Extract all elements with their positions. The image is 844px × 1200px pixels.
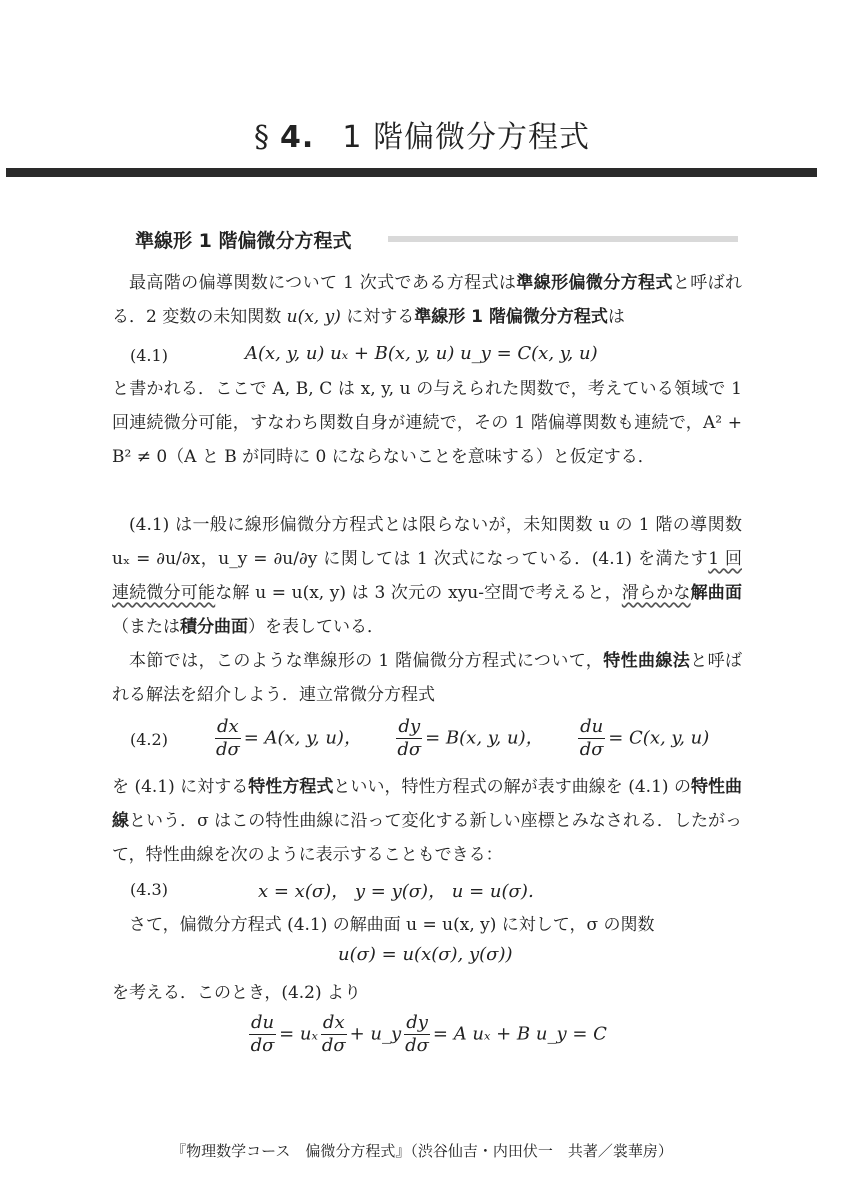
title-bar xyxy=(6,168,817,177)
p1-term-quasilinear-first-order: 準線形 1 階偏微分方程式 xyxy=(414,307,608,327)
eq41-number: (4.1) xyxy=(130,346,168,365)
section-heading: 準線形 1 階偏微分方程式 xyxy=(135,230,352,252)
eq42-rhs1: = A(x, y, u)， xyxy=(243,727,362,749)
p3-text-a: (4.1) は一般に線形偏微分方程式とは限らないが，未知関数 u の 1 階の導関数 uₓ = ∂u/∂x，u_y = ∂u/∂y に関しては 1 次式になっている．(4.1) を満たす xyxy=(112,515,742,569)
frac-den: dσ xyxy=(405,1035,429,1056)
paragraph-6: さて，偏微分方程式 (4.1) の解曲面 u = u(x, y) に対して，σ の関数 xyxy=(129,915,655,935)
p3-text-b: な解 u = u(x, y) は 3 次元の xyu-空間で考えると， xyxy=(215,583,622,603)
frac-num-dy: dy xyxy=(398,716,421,737)
paragraph-4 xyxy=(112,644,742,712)
p3-term-solution-surface: 解曲面 xyxy=(690,583,743,603)
p1-text-c: と呼ばれる．2 変数の未知関数 xyxy=(112,273,743,327)
frac-den: dσ xyxy=(215,739,240,760)
chapter-number: 4. xyxy=(280,120,315,155)
p1-term-quasilinear: 準線形偏微分方程式 xyxy=(516,273,673,293)
eq-final-mid2: + u_y xyxy=(349,1023,402,1045)
p1-text-a: 最高階の偏導関数について 1 次式である方程式は xyxy=(129,273,517,293)
frac-num-dx: dx xyxy=(322,1012,345,1033)
p5-term-characteristic-equation: 特性方程式 xyxy=(248,777,334,797)
eq43-number: (4.3) xyxy=(130,880,168,899)
equation-chain xyxy=(246,1012,607,1057)
frac-den: dσ xyxy=(397,739,422,760)
p5-text-a: を (4.1) に対する xyxy=(112,777,249,797)
equation-u-sigma xyxy=(338,944,513,965)
eq42-rhs2: = B(x, y, u)， xyxy=(425,727,544,749)
paragraph-5 xyxy=(112,770,742,872)
section-rule xyxy=(388,236,738,242)
section-mark: § xyxy=(254,120,271,155)
frac-num-dy: dy xyxy=(406,1012,428,1033)
p5-text-e: という．σ はこの特性曲線に沿って変化する新しい座標とみなされる．したがって，特性曲線を次のように表示することもできる： xyxy=(112,811,742,865)
eq-u-sigma-body: u(σ) = u(x(σ), y(σ)) xyxy=(338,944,513,965)
p4-term-characteristics-method: 特性曲線法 xyxy=(603,651,691,671)
eq-final-mid1: = uₓ xyxy=(279,1023,318,1045)
chapter-title-text: 1 階偏微分方程式 xyxy=(342,120,590,155)
p4-text-c: と呼ばれる解法を紹介しよう．連立常微分方程式 xyxy=(112,651,743,705)
frac-dx-dsigma xyxy=(215,716,241,761)
p3-text-d: （または xyxy=(112,617,180,637)
p3-text-f: ）を表している． xyxy=(248,617,384,637)
frac-num-dx: dx xyxy=(217,716,239,737)
equation-4-1 xyxy=(245,343,598,364)
p1-math-u: u(x, y) xyxy=(286,307,341,327)
p5-term-characteristic-curve: 特性曲線 xyxy=(112,777,743,831)
paragraph-7: を考える．このとき，(4.2) より xyxy=(112,983,362,1003)
frac-num-du: du xyxy=(251,1012,275,1033)
p1-text-e: に対する xyxy=(340,307,415,327)
p4-text-a: 本節では，このような準線形の 1 階偏微分方程式について， xyxy=(129,651,604,671)
eq-final-end: = A uₓ + B u_y = C xyxy=(432,1023,607,1045)
p3-emphasis-differentiable: 1 回連続微分可能 xyxy=(112,549,742,603)
paragraph-3 xyxy=(112,508,742,644)
eq43-body: x = x(σ)， y = y(σ)， u = u(σ)． xyxy=(258,881,546,902)
paragraph-1 xyxy=(112,266,742,334)
p3-term-integral-surface: 積分曲面 xyxy=(180,617,248,637)
p5-text-c: といい，特性方程式の解が表す曲線を (4.1) の xyxy=(333,777,691,797)
chapter-title xyxy=(0,112,844,156)
frac-den: dσ xyxy=(579,739,604,760)
equation-4-2 xyxy=(212,716,709,761)
eq42-number: (4.2) xyxy=(130,730,168,749)
frac-du-dsigma-final xyxy=(249,1012,276,1057)
frac-dy-dsigma xyxy=(396,716,422,761)
p3-emphasis-smooth: 滑らかな xyxy=(621,583,691,603)
paragraph-2: と書かれる．ここで A, B, C は x, y, u の与えられた関数で，考えている領域で 1 回連続微分可能，すなわち関数自身が連続で，その 1 階偏導関数も連続で，A² + B² ≠ 0（A と B が同時に 0 にならないことを意味する）と仮定する． xyxy=(112,379,742,467)
eq41-body: A(x, y, u) uₓ + B(x, y, u) u_y = C(x, y, u) xyxy=(245,343,598,364)
frac-dy-dsigma-final xyxy=(404,1012,430,1057)
equation-4-3 xyxy=(258,877,546,903)
frac-du-dsigma xyxy=(578,716,605,761)
frac-dx-dsigma-final xyxy=(321,1012,347,1057)
footer-citation: 『物理数学コース 偏微分方程式』（渋谷仙吉・内田伏一 共著／裳華房） xyxy=(171,1142,673,1160)
frac-den: dσ xyxy=(321,1035,346,1056)
p1-text-g: は xyxy=(607,307,625,327)
frac-num-du: du xyxy=(580,716,604,737)
eq42-rhs3: = C(x, y, u) xyxy=(608,727,710,749)
frac-den: dσ xyxy=(250,1035,275,1056)
